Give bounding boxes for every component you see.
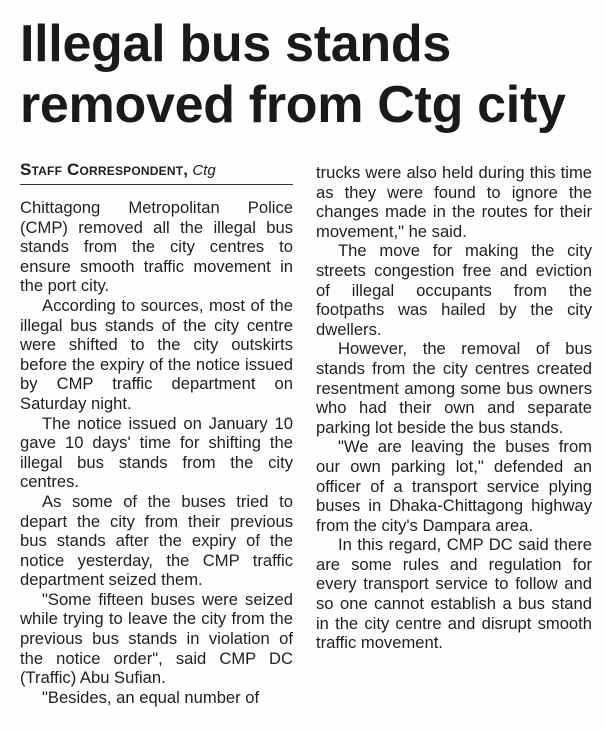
right-column [316, 163, 592, 653]
paragraph: "Some fifteen buses were seized while trying to leave the city from the previous bus stands in violation of the notice order", said CMP DC (Traffic) Abu Sufian. [20, 589, 293, 688]
paragraph: "We are leaving the buses from our own parking lot," defended an officer of a transport service plying buses in Dhaka-Chittagong highway from the city's Dampara area. [316, 437, 592, 535]
paragraph: The notice issued on January 10 gave 10 days' time for shifting the illegal bus stands from the city centres. [20, 413, 293, 492]
left-column [20, 160, 293, 707]
headline-line-2: removed from Ctg city [20, 76, 566, 134]
byline [20, 160, 293, 185]
byline-name: Staff Correspondent, [20, 160, 189, 179]
paragraph: According to sources, most of the illegal bus stands of the city centre were shifted to the city outskirts before the expiry of the notice issued by CMP traffic department on Saturday night. [20, 295, 293, 413]
paragraph: trucks were also held during this time as they were found to ignore the changes made in the routes for their movement," he said. [316, 163, 592, 241]
paragraph: Chittagong Metropolitan Police (CMP) removed all the illegal bus stands from the city centres to ensure smooth traffic movement in the port city. [20, 198, 293, 296]
headline-line-1: Illegal bus stands [20, 15, 451, 73]
byline-location: Ctg [192, 162, 216, 179]
paragraph: The move for making the city streets congestion free and eviction of illegal occupants from the footpaths was hailed by the city dwellers. [316, 241, 592, 339]
headline [20, 14, 600, 136]
paragraph: However, the removal of bus stands from the city centres created resentment among some bus owners who had their own and separate parking lot beside the bus stands. [316, 339, 592, 437]
paragraph: In this regard, CMP DC said there are some rules and regulation for every transport service to follow and so one cannot establish a bus stand in the city centre and disrupt smooth traffic movement. [316, 535, 592, 653]
paragraph: As some of the buses tried to depart the city from their previous bus stands after the expiry of the notice yesterday, the CMP traffic department seized them. [20, 491, 293, 590]
paragraph: "Besides, an equal number of [42, 687, 260, 707]
